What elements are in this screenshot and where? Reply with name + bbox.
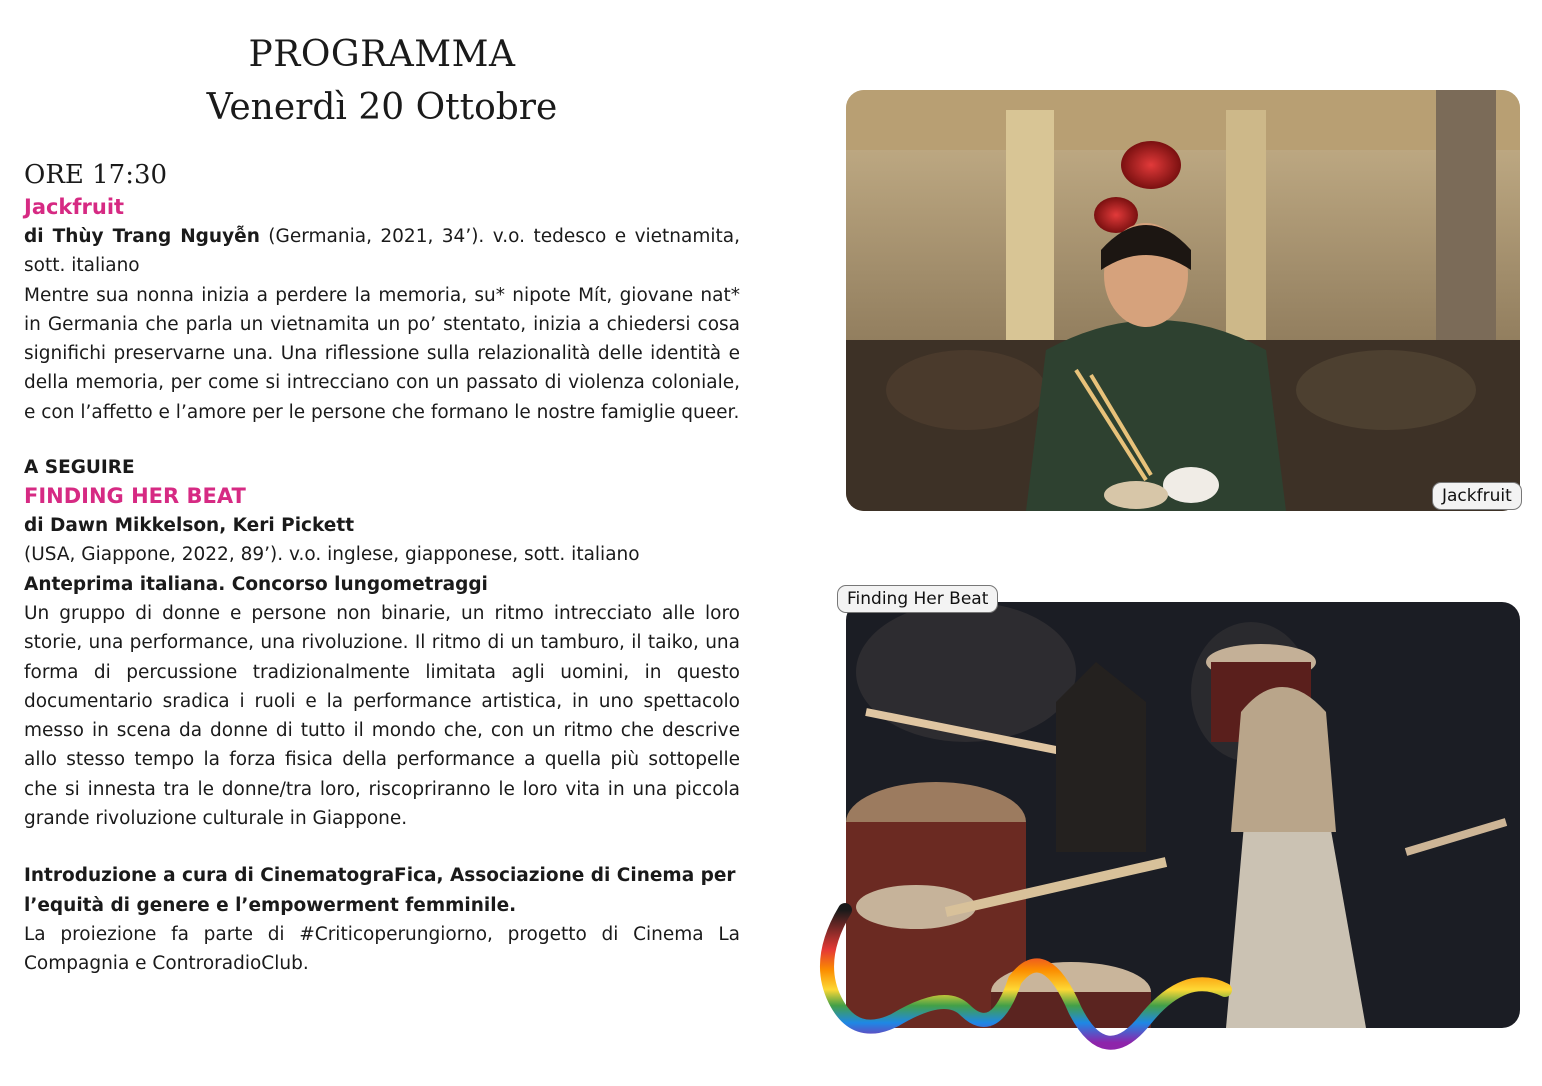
- film2-director: di Dawn Mikkelson, Keri Pickett: [24, 515, 355, 537]
- jackfruit-still-image: [846, 90, 1520, 511]
- film1-credit: [24, 222, 740, 281]
- program-column: [24, 0, 740, 979]
- program-date: Venerdì 20 Ottobre: [206, 87, 558, 128]
- film1-director: di Thùy Trang Nguyễn: [24, 226, 260, 247]
- image2-caption: Finding Her Beat: [837, 585, 998, 613]
- intro-text: La proiezione fa parte di #Criticoperungiorno, progetto di Cinema La Compagnia e ControradioClub.: [24, 923, 740, 975]
- film1-title: Jackfruit: [24, 195, 125, 219]
- screening-time: ORE 17:30: [24, 160, 168, 190]
- following-label: A SEGUIRE: [24, 457, 135, 479]
- program-header: [24, 30, 740, 136]
- film2-note: Anteprima italiana. Concorso lungometraggi: [24, 573, 488, 595]
- rainbow-ribbon-decoration: [815, 900, 1255, 1070]
- spacer: [24, 833, 740, 861]
- image1-caption: Jackfruit: [1432, 482, 1522, 510]
- film2-title: FINDING HER BEAT: [24, 484, 246, 509]
- program-title: PROGRAMMA: [248, 34, 516, 75]
- film1-details: (Germania, 2021, 34’). v.o. tedesco e vietnamita, sott. italiano: [24, 226, 740, 277]
- film2-synopsis: Un gruppo di donne e persone non binarie, un ritmo intrecciato alle loro storie, una performance, una rivoluzione. Il ritmo di un tamburo, il taiko, una forma di percussione tradizionalmente limitata agli uomini, in questo documentario sradica i ruoli e la performance artistica, in uno spettacolo messo in scena da donne di tutto il mondo che, con un ritmo che descrive allo stesso tempo la forza fisica della performance a quella più sottopelle che si innesta tra le donne/tra loro, riscopriranno le loro vita in una piccola grande rivoluzione culturale in Giappone.: [24, 602, 740, 830]
- film1-synopsis: Mentre sua nonna inizia a perdere la memoria, su* nipote Mít, giovane nat* in Germania che parla un vietnamita un po’ stentato, inizia a chiedersi cosa significhi preservarne una. Una riflessione sulla relazionalità delle identità e della memoria, per come si intrecciano con un passato di violenza coloniale, e con l’affetto e l’amore per le persone che formano le nostre famiglie queer.: [24, 284, 740, 423]
- intro-credit: Introduzione a cura di CinematograFica, Associazione di Cinema per l’equità di genere e l’empowerment femminile.: [24, 865, 736, 916]
- film2-details: (USA, Giappone, 2022, 89’). v.o. inglese, giapponese, sott. italiano: [24, 544, 640, 566]
